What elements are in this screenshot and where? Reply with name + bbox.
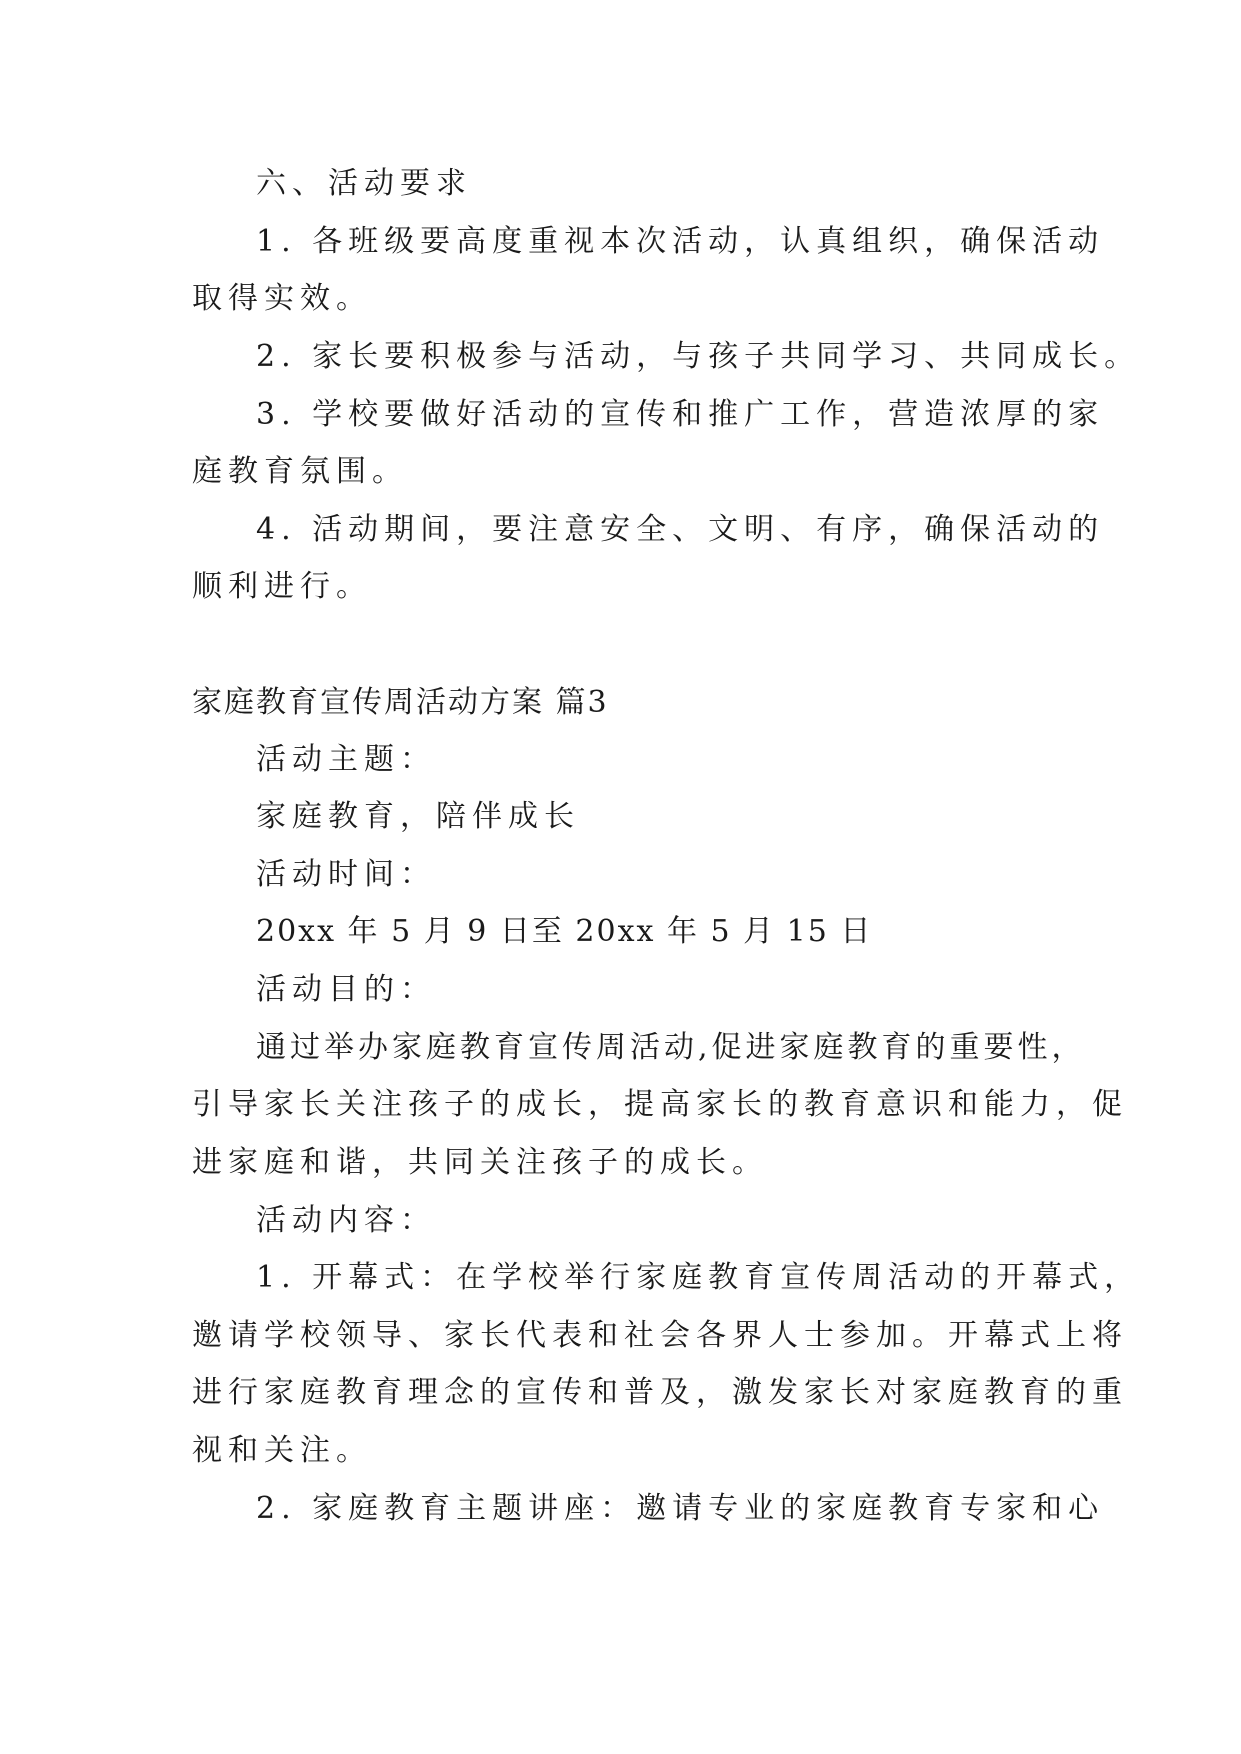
theme-value: 家庭教育，陪伴成长 [256, 799, 580, 834]
requirement-1-line-2: 取得实效。 [192, 281, 372, 316]
requirement-4-line-1: 4. 活动期间，要注意安全、文明、有序，确保活动的 [256, 512, 1105, 547]
requirement-2-line-1: 2. 家长要积极参与活动，与孩子共同学习、共同成长。 [256, 339, 1141, 374]
purpose-label: 活动目的： [256, 972, 436, 1007]
requirement-4-line-2: 顺利进行。 [192, 569, 372, 604]
content-1-line-1: 1. 开幕式：在学校举行家庭教育宣传周活动的开幕式， [256, 1260, 1141, 1295]
requirement-3-line-2: 庭教育氛围。 [192, 454, 408, 489]
theme-label: 活动主题： [256, 742, 436, 777]
time-label: 活动时间： [256, 857, 436, 892]
time-value: 20xx 年 5 月 9 日至 20xx 年 5 月 15 日 [256, 914, 873, 949]
purpose-line-2: 引导家长关注孩子的成长，提高家长的教育意识和能力，促 [192, 1087, 1128, 1122]
content-1-line-4: 视和关注。 [192, 1433, 372, 1468]
section-heading: 六、活动要求 [256, 166, 472, 201]
purpose-line-3: 进家庭和谐，共同关注孩子的成长。 [192, 1145, 768, 1180]
article-title: 家庭教育宣传周活动方案 篇3 [192, 685, 609, 720]
content-1-line-3: 进行家庭教育理念的宣传和普及，激发家长对家庭教育的重 [192, 1375, 1128, 1410]
content-2-line-1: 2. 家庭教育主题讲座：邀请专业的家庭教育专家和心 [256, 1491, 1105, 1526]
content-1-line-2: 邀请学校领导、家长代表和社会各界人士参加。开幕式上将 [192, 1318, 1128, 1353]
requirement-3-line-1: 3. 学校要做好活动的宣传和推广工作，营造浓厚的家 [256, 397, 1105, 432]
content-label: 活动内容： [256, 1203, 436, 1238]
purpose-line-1: 通过举办家庭教育宣传周活动,促进家庭教育的重要性， [256, 1030, 1086, 1065]
requirement-1-line-1: 1. 各班级要高度重视本次活动，认真组织，确保活动 [256, 224, 1105, 259]
